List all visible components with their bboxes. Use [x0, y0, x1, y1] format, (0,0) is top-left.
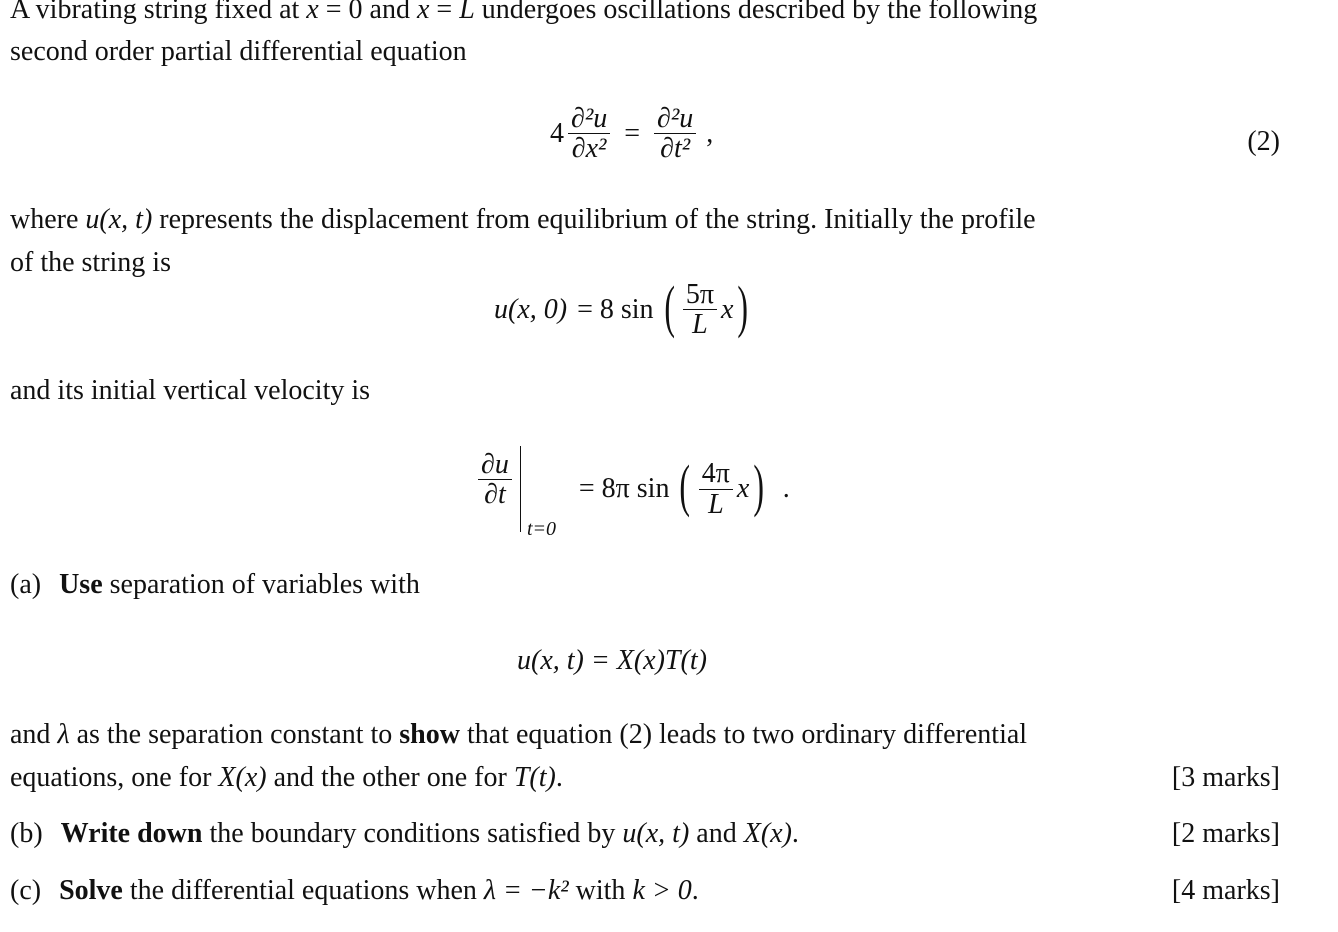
profile-lhs: u(x, 0) — [494, 293, 568, 325]
velocity-derivative-fraction — [478, 450, 512, 510]
profile-x: x — [721, 293, 734, 325]
eq2-equals: = — [624, 117, 641, 149]
part-b-label: (b) — [10, 818, 43, 849]
intro-line-2: second order partial differential equation — [10, 36, 467, 67]
part-a-equations-text: equations, one for — [10, 762, 219, 793]
part-a-and: and — [10, 719, 58, 750]
eq2-comma: , — [706, 117, 714, 149]
evaluation-bar — [474, 446, 521, 532]
profile-denominator: L — [692, 309, 708, 341]
math-equals: = — [318, 0, 349, 25]
velocity-period: . — [782, 473, 790, 504]
part-a-text: separation of variables with — [102, 569, 420, 600]
eq2-lhs-fraction — [568, 104, 610, 164]
velocity-x: x — [736, 473, 750, 504]
part-a-other-text: and the other one for — [266, 762, 514, 793]
part-c-verb: Solve — [59, 875, 123, 906]
part-a-line-2 — [10, 721, 1027, 749]
part-a-label: (a) — [10, 569, 42, 600]
initial-velocity-equation — [474, 446, 790, 532]
where-line-2: of the string is — [10, 247, 171, 278]
math-u-xt-2: u(x, t) — [622, 818, 690, 849]
left-paren-icon-2: ( — [679, 453, 691, 518]
where-line-1 — [10, 206, 1036, 234]
part-c-marks: [4 marks] — [1171, 875, 1280, 906]
velocity-numerator: ∂u — [478, 450, 512, 480]
math-k-condition: k > 0 — [632, 875, 692, 906]
eq2-rhs-numerator: ∂²u — [654, 104, 696, 134]
where-text: where — [10, 204, 86, 235]
part-c-label: (c) — [10, 875, 42, 906]
where-text-end: represents the displacement from equilibrium of the string. Initially the profile — [152, 204, 1036, 235]
velocity-sin-denominator: L — [708, 488, 724, 520]
equation-2 — [550, 104, 713, 164]
math-T-t: T(t) — [513, 762, 556, 793]
evaluation-subscript: t=0 — [527, 518, 557, 540]
math-x: x — [306, 0, 319, 25]
math-lambda: λ — [57, 719, 70, 750]
math-zero: 0 — [348, 0, 363, 25]
part-a-marks: [3 marks] — [1171, 762, 1280, 793]
velocity-denominator: ∂t — [484, 479, 506, 511]
part-b-marks: [2 marks] — [1171, 818, 1280, 849]
velocity-eq-sin: = 8π sin — [578, 473, 670, 504]
separation-equation: u(x, t) = X(x)T(t) — [517, 645, 707, 676]
part-a-line-3 — [10, 764, 563, 792]
part-b-verb: Write down — [60, 818, 203, 849]
profile-eq-sin: = 8 sin — [577, 293, 654, 325]
part-a-text-mid: as the separation constant to — [69, 719, 400, 750]
right-paren-icon: ) — [737, 273, 749, 339]
initial-profile-equation — [494, 273, 753, 341]
profile-fraction — [683, 280, 717, 340]
eq2-lhs-numerator: ∂²u — [568, 104, 610, 134]
right-paren-icon-2: ) — [753, 453, 765, 518]
intro-text-end: undergoes oscillations described by the following — [474, 0, 1038, 25]
velocity-sin-numerator: 4π — [699, 459, 733, 489]
eq2-rhs-denominator: ∂t² — [660, 133, 691, 165]
equation-number: (2) — [1247, 126, 1280, 157]
part-c-with: with — [568, 875, 633, 906]
velocity-intro: and its initial vertical velocity is — [10, 375, 371, 406]
math-u-xt: u(x, t) — [85, 204, 153, 235]
math-x-2: x — [416, 0, 430, 25]
part-b-line — [10, 820, 799, 848]
part-a-verb: Use — [59, 569, 103, 600]
part-b-and: and — [689, 818, 744, 849]
math-equals-2: = — [429, 0, 460, 25]
math-X-x-2: X(x) — [743, 818, 792, 849]
part-c-line — [10, 877, 699, 905]
part-a-period: . — [555, 762, 563, 793]
part-a-line-1 — [10, 571, 420, 599]
eq2-coefficient: 4 — [550, 117, 564, 149]
math-lambda-condition: λ = −k² — [483, 875, 569, 906]
math-L: L — [459, 0, 475, 25]
part-a-show: show — [399, 719, 460, 750]
eq2-lhs-denominator: ∂x² — [571, 133, 607, 165]
intro-line-1 — [10, 0, 1037, 24]
part-b-text: the boundary conditions satisfied by — [202, 818, 623, 849]
intro-and: and — [362, 0, 417, 25]
left-paren-icon: ( — [663, 273, 675, 339]
part-c-text: the differential equations when — [122, 875, 484, 906]
velocity-sin-fraction — [699, 459, 733, 519]
part-a-text-end: that equation (2) leads to two ordinary differential — [459, 719, 1028, 750]
part-b-period: . — [791, 818, 799, 849]
math-X-x: X(x) — [218, 762, 267, 793]
part-c-period: . — [691, 875, 699, 906]
intro-text: A vibrating string fixed at — [10, 0, 307, 25]
profile-numerator: 5π — [683, 280, 717, 310]
eq2-rhs-fraction — [654, 104, 696, 164]
